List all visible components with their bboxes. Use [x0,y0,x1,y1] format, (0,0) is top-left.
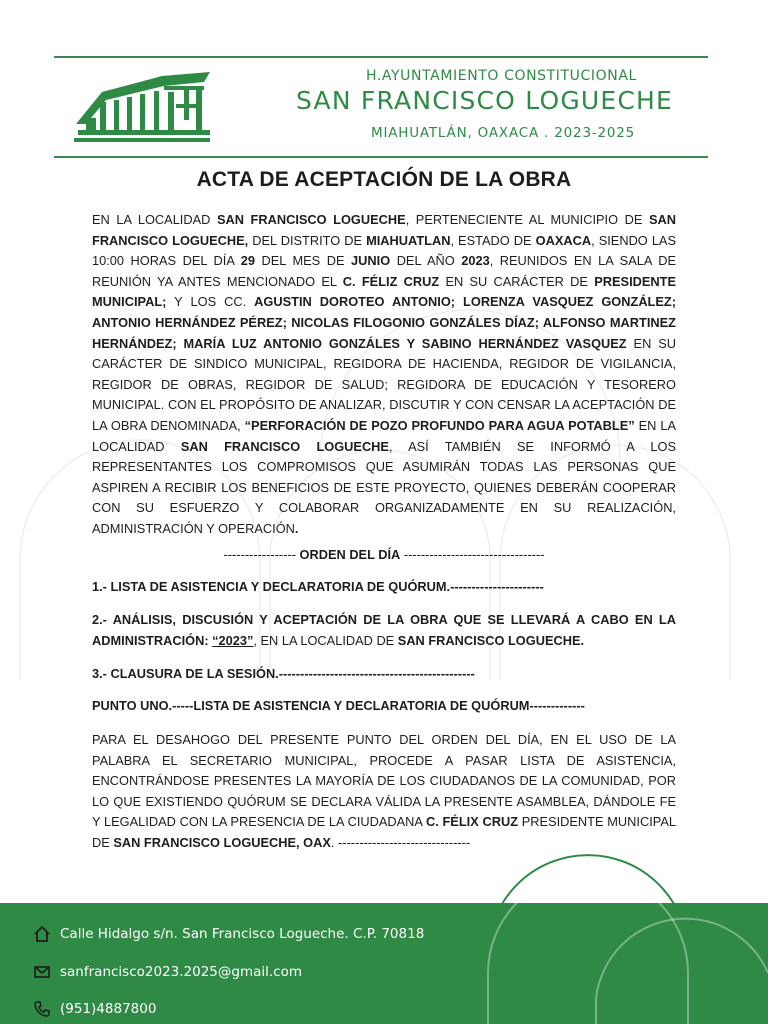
footer-bar [0,903,768,1024]
footer-address [33,925,424,943]
header-municipality-name: SAN FRANCISCO LOGUECHE [296,86,674,115]
agenda-dashes-left: ----------------- [223,547,300,562]
footer-email-text[interactable]: sanfrancisco2023.2025@gmail.com [60,964,303,980]
text-run: , EN LA LOCALIDAD DE [253,632,398,648]
header-top-rule [54,56,708,58]
agenda-item-2 [92,610,676,651]
text-run: . [294,520,299,536]
text-run: , ESTADO DE [450,232,536,248]
text-run: 29 [240,253,255,269]
text-run: C. FÉLIX CRUZ [425,814,519,830]
document-title: ACTA DE ACEPTACIÓN DE LA OBRA [196,168,572,191]
text-run: SAN FRANCISCO LOGUECHE. [397,632,585,648]
footer-phone[interactable] [33,1000,156,1018]
footer-address-text: Calle Hidalgo s/n. San Francisco Logueche. C.P. 70818 [60,926,425,942]
envelope-icon [33,963,51,981]
intro-paragraph [92,210,676,540]
text-run: C. FÉLIZ CRUZ [342,273,440,289]
text-run: OAXACA [535,232,592,248]
text-run: JUNIO [351,253,391,269]
point-one-heading: PUNTO UNO.-----LISTA DE ASISTENCIA Y DECLARATORIA DE QUÓRUM------------- [92,698,585,713]
text-run: “2023” [212,632,254,648]
text-run: , PERTENECIENTE AL MUNICIPIO DE [405,212,649,227]
text-run: SAN FRANCISCO LOGUECHE, OAX [113,834,331,850]
text-run: PRESIDENTE MUNICIPAL DE [92,814,676,850]
text-run: AGUSTIN DOROTEO ANTONIO; LORENZA VASQUEZ GONZÁLEZ; ANTONIO HERNÁNDEZ PÉREZ; NICOLAS FILOGONIO GONZÁLES DÍAZ; ALFONSO MARTINEZ HERNÁNDEZ; MARÍA LUZ ANTONIO GONZÁLES Y SABINO HERNÁNDEZ VASQUEZ [92,294,676,351]
header-bottom-rule [54,156,708,158]
text-run: 2023 [461,253,490,269]
text-run: EN LA LOCALIDAD [92,417,676,454]
text-run: DEL AÑO [390,253,462,269]
text-run: , ASÍ TAMBIÉN SE INFORMÓ A LOS REPRESENTANTES LOS COMPROMISOS QUE ASUMIRÁN TODAS LAS PERSONAS QUE ASPIREN A RECIBIR LOS BENEFICIOS DE ESTE PROYECTO, QUIENES DEBERÁN COOPERAR CON SU ESFUERZO Y COLABORAR ORGANIZADAMENTE EN SU REALIZACIÓN, ADMINISTRACIÓN Y OPERACIÓN [92,438,676,536]
header-location-period: MIAHUATLÁN, OAXACA . 2023-2025 [371,125,636,141]
agenda-dashes-right: --------------------------------- [400,547,545,562]
point-one-paragraph [92,730,676,854]
underlined-run [212,633,253,648]
agenda-item-1: 1.- LISTA DE ASISTENCIA Y DECLARATORIA DE QUÓRUM.---------------------- [92,579,544,594]
text-run: DEL DISTRITO DE [248,232,367,248]
house-icon [33,925,51,943]
municipal-building-logo [72,64,214,146]
text-run: EN LA LOCALIDAD [92,212,217,227]
text-run: DEL MES DE [254,253,352,269]
agenda-item-3: 3.- CLAUSURA DE LA SESIÓN.---------------------------------------------- [92,666,475,681]
text-run: PRESIDENTE MUNICIPAL; [92,273,676,310]
text-run: . ------------------------------- [330,834,471,850]
footer-phone-text[interactable]: (951)4887800 [60,1001,157,1017]
text-run: , REUNIDOS EN LA SALA DE REUNIÓN YA ANTES MENCIONADO EL [92,253,676,289]
text-run: “PERFORACIÓN DE POZO PROFUNDO PARA AGUA POTABLE” [244,417,635,433]
text-run: , SIENDO LAS 10:00 HORAS DEL DÍA [92,232,677,269]
text-run: EN SU CARÁCTER DE SINDICO MUNICIPAL, REGIDORA DE HACIENDA, REGIDOR DE VIGILANCIA, REGIDOR DE OBRAS, REGIDOR DE SALUD; REGIDORA DE EDUCACIÓN Y TESORERO MUNICIPAL. CON EL PROPÓSITO DE ANALIZAR, DISCUTIR Y CON CENSAR LA ACEPTACIÓN DE LA OBRA DENOMINADA, [92,335,676,433]
text-run: EN SU CARÁCTER DE [439,273,595,289]
agenda-label: ORDEN DEL DÍA [299,547,401,562]
text-run: SAN FRANCISCO LOGUECHE [216,212,406,227]
phone-icon [33,1000,51,1018]
text-run: Y LOS CC. [166,294,255,310]
text-run: PARA EL DESAHOGO DEL PRESENTE PUNTO DEL ORDEN DEL DÍA, EN EL USO DE LA PALABRA EL SECRETARIO MUNICIPAL, PROCEDE A PASAR LISTA DE ASISTENCIA, ENCONTRÁNDOSE PRESENTES LA MAYORÍA DE LOS CIUDADANOS DE LA COMUNIDAD, POR LO QUE EXISTIENDO QUÓRUM SE DECLARA VÁLIDA LA PRESENTE ASAMBLEA, DÁNDOLE FE Y LEGALIDAD CON LA PRESENCIA DE LA CIUDADANA [92,732,676,830]
footer-email[interactable] [33,963,302,981]
agenda-heading [92,545,676,566]
text-run: 2.- ANÁLISIS, DISCUSIÓN Y ACEPTACIÓN DE LA OBRA QUE SE LLEVARÁ A CABO EN LA ADMINISTRACIÓN: [92,612,676,648]
text-run: SAN FRANCISCO LOGUECHE, [92,212,676,248]
text-run: MIAHUATLAN [366,232,451,248]
text-run: SAN FRANCISCO LOGUECHE [180,438,389,454]
header-council-line: H.AYUNTAMIENTO CONSTITUCIONAL [366,68,637,84]
